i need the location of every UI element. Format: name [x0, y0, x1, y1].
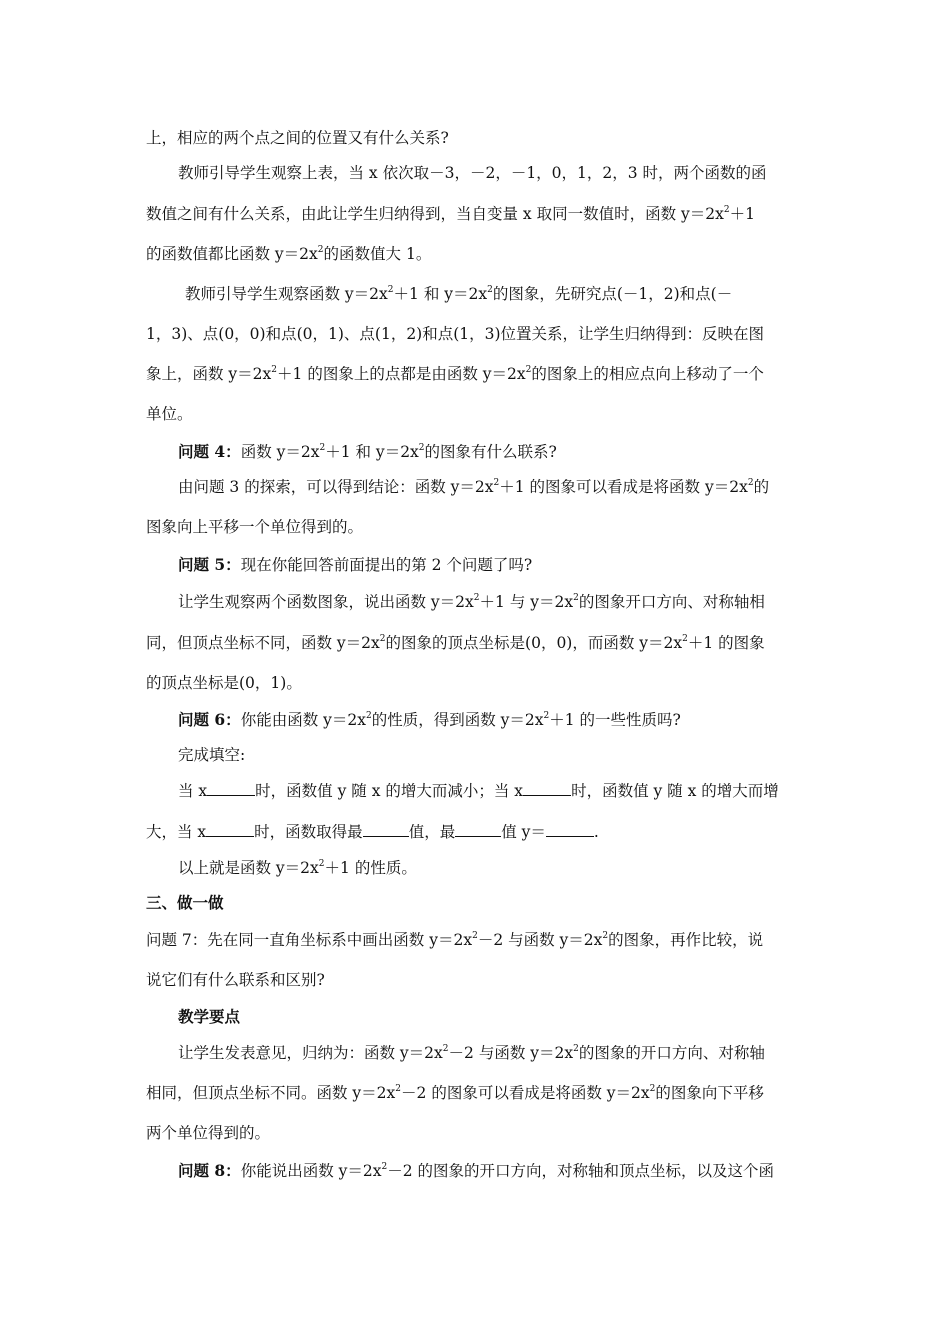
text-span: ＋1 和 y＝2x — [325, 443, 419, 461]
superscript: 2 — [649, 1083, 656, 1094]
text-line — [146, 128, 449, 148]
text-line — [146, 364, 764, 384]
text-span: 教学要点 — [178, 1007, 241, 1026]
text-line — [178, 442, 557, 462]
fill-blank — [207, 781, 255, 796]
fill-blank — [363, 822, 409, 837]
section-heading — [146, 893, 224, 913]
subheading — [178, 1007, 240, 1027]
superscript: 2 — [493, 477, 500, 488]
text-span: ＋1 的性质。 — [324, 859, 417, 877]
superscript: 2 — [442, 1043, 449, 1054]
text-line — [178, 163, 767, 183]
text-line — [146, 404, 193, 424]
text-span: . — [593, 823, 599, 841]
superscript: 2 — [395, 1083, 402, 1094]
text-line — [146, 1123, 270, 1143]
text-line — [178, 858, 417, 878]
text-line — [146, 822, 599, 842]
text-line — [178, 592, 765, 612]
text-span: 的顶点坐标是(0，1)。 — [146, 674, 302, 692]
text-line — [146, 324, 764, 344]
superscript: 2 — [723, 204, 730, 215]
text-span: 让学生发表意见，归纳为：函数 y＝2x — [178, 1044, 443, 1062]
text-span: 值，最 — [408, 823, 456, 841]
text-line — [146, 633, 765, 653]
superscript: 2 — [319, 442, 326, 453]
text-line — [146, 244, 431, 264]
text-span: 的图象上的相应点向上移动了一个 — [531, 365, 764, 383]
text-span: 的图象向下平移 — [655, 1084, 764, 1102]
superscript: 2 — [379, 633, 386, 644]
text-span: 完成填空: — [178, 746, 246, 764]
superscript: 2 — [473, 592, 480, 603]
superscript: 2 — [472, 930, 478, 941]
text-span: 图象向上平移一个单位得到的。 — [146, 518, 364, 536]
superscript: 2 — [543, 710, 550, 721]
superscript: 2 — [317, 244, 324, 255]
text-span: 单位。 — [146, 405, 193, 423]
text-span: 值 y＝ — [501, 823, 546, 841]
text-span: ＋1 与 y＝2x — [479, 593, 574, 611]
question-label: 问题 8： — [178, 1161, 241, 1180]
text-span: 你能由函数 y＝2x — [240, 711, 366, 729]
question-label: 问题 6： — [178, 710, 241, 729]
text-line — [178, 1161, 774, 1181]
text-line — [146, 517, 363, 537]
superscript: 2 — [381, 1161, 388, 1172]
text-span: ＋1 的一些性质吗? — [549, 711, 681, 729]
text-span: 的性质，得到函数 y＝2x — [371, 711, 544, 729]
text-line — [146, 1083, 764, 1103]
text-span: －2 与函数 y＝2x — [477, 931, 603, 949]
text-span: 数值之间有什么关系，由此让学生归纳得到，当自变量 x 取同一数值时，函数 y＝2x — [146, 205, 724, 223]
text-span: 时，函数值 y 随 x 的增大而增 — [571, 782, 779, 800]
superscript: 2 — [602, 930, 609, 941]
text-span: 的图象有什么联系? — [424, 443, 557, 461]
text-span: 函数 y＝2x — [240, 443, 320, 461]
text-span: ＋1 的图象上的点都是由函数 y＝2x — [277, 365, 526, 383]
text-span: 大，当 x — [146, 823, 207, 841]
text-span: 时，函数值 y 随 x 的增大而减小；当 x — [255, 782, 524, 800]
text-span: 三、做一做 — [146, 893, 224, 912]
text-span: 当 x — [178, 782, 208, 800]
text-span: 的图象的顶点坐标是(0，0)，而函数 y＝2x — [385, 634, 683, 652]
text-span: 相同，但顶点坐标不同。函数 y＝2x — [146, 1084, 396, 1102]
superscript: 2 — [387, 284, 394, 295]
superscript: 2 — [487, 284, 493, 295]
superscript: 2 — [573, 592, 579, 603]
superscript: 2 — [682, 633, 688, 644]
text-span: ＋1 — [729, 205, 755, 223]
text-span: －2 的图象可以看成是将函数 y＝2x — [401, 1084, 650, 1102]
text-span: 的图象开口方向、对称轴相 — [578, 593, 765, 611]
text-span: 由问题 3 的探索，可以得到结论：函数 y＝2x — [178, 478, 494, 496]
fill-blank — [546, 822, 594, 837]
text-line — [178, 781, 779, 801]
text-span: 上，相应的两个点之间的位置又有什么关系? — [146, 129, 449, 147]
text-span: 的 — [753, 478, 770, 496]
superscript: 2 — [525, 364, 532, 375]
text-line — [178, 745, 245, 765]
text-span: 教师引导学生观察函数 y＝2x — [185, 285, 388, 303]
superscript: 2 — [271, 364, 278, 375]
superscript: 2 — [573, 1043, 579, 1054]
text-span: 现在你能回答前面提出的第 2 个问题了吗? — [240, 556, 533, 574]
text-span: 的函数值大 1。 — [323, 245, 432, 263]
text-span: ＋1 的图象可以看成是将函数 y＝2x — [499, 478, 748, 496]
text-span: 1，3)、点(0，0)和点(0，1)、点(1，2)和点(1，3)位置关系，让学生归纳得到：反映在图 — [146, 325, 765, 343]
text-span: 教师引导学生观察上表，当 x 依次取－3，－2，－1，0，1，2，3 时，两个函数的函 — [178, 164, 767, 182]
superscript: 2 — [318, 858, 325, 869]
text-line — [146, 970, 325, 990]
text-span: －2 的图象的开口方向，对称轴和顶点坐标，以及这个函 — [387, 1162, 775, 1180]
text-span: 你能说出函数 y＝2x — [240, 1162, 382, 1180]
fill-blank — [523, 781, 571, 796]
text-span: 两个单位得到的。 — [146, 1124, 271, 1142]
text-line — [178, 710, 681, 730]
superscript: 2 — [418, 442, 425, 453]
text-span: 同，但顶点坐标不同，函数 y＝2x — [146, 634, 380, 652]
text-span: －2 与函数 y＝2x — [448, 1044, 574, 1062]
text-span: 的图象，先研究点(－1，2)和点(－ — [492, 285, 733, 303]
text-line — [146, 673, 302, 693]
superscript: 2 — [747, 477, 754, 488]
text-span: 问题 7：先在同一直角坐标系中画出函数 y＝2x — [146, 931, 473, 949]
text-line — [146, 930, 763, 950]
text-span: 的图象，再作比较，说 — [608, 931, 764, 949]
text-span: 时，函数取得最 — [254, 823, 363, 841]
text-span: 象上，函数 y＝2x — [146, 365, 272, 383]
text-span: 的函数值都比函数 y＝2x — [146, 245, 318, 263]
text-line — [178, 555, 532, 575]
question-label: 问题 4： — [178, 442, 241, 461]
text-line — [146, 204, 755, 224]
text-line — [178, 477, 769, 497]
fill-blank — [206, 822, 254, 837]
text-span: 说它们有什么联系和区别? — [146, 971, 325, 989]
text-span: ＋1 和 y＝2x — [393, 285, 488, 303]
text-span: 以上就是函数 y＝2x — [178, 859, 319, 877]
text-line — [178, 1043, 765, 1063]
text-line — [185, 284, 732, 304]
superscript: 2 — [365, 710, 372, 721]
fill-blank — [455, 822, 501, 837]
text-span: ＋1 的图象 — [687, 634, 765, 652]
question-label: 问题 5： — [178, 555, 241, 574]
text-span: 的图象的开口方向、对称轴 — [578, 1044, 765, 1062]
text-span: 让学生观察两个函数图象，说出函数 y＝2x — [178, 593, 474, 611]
